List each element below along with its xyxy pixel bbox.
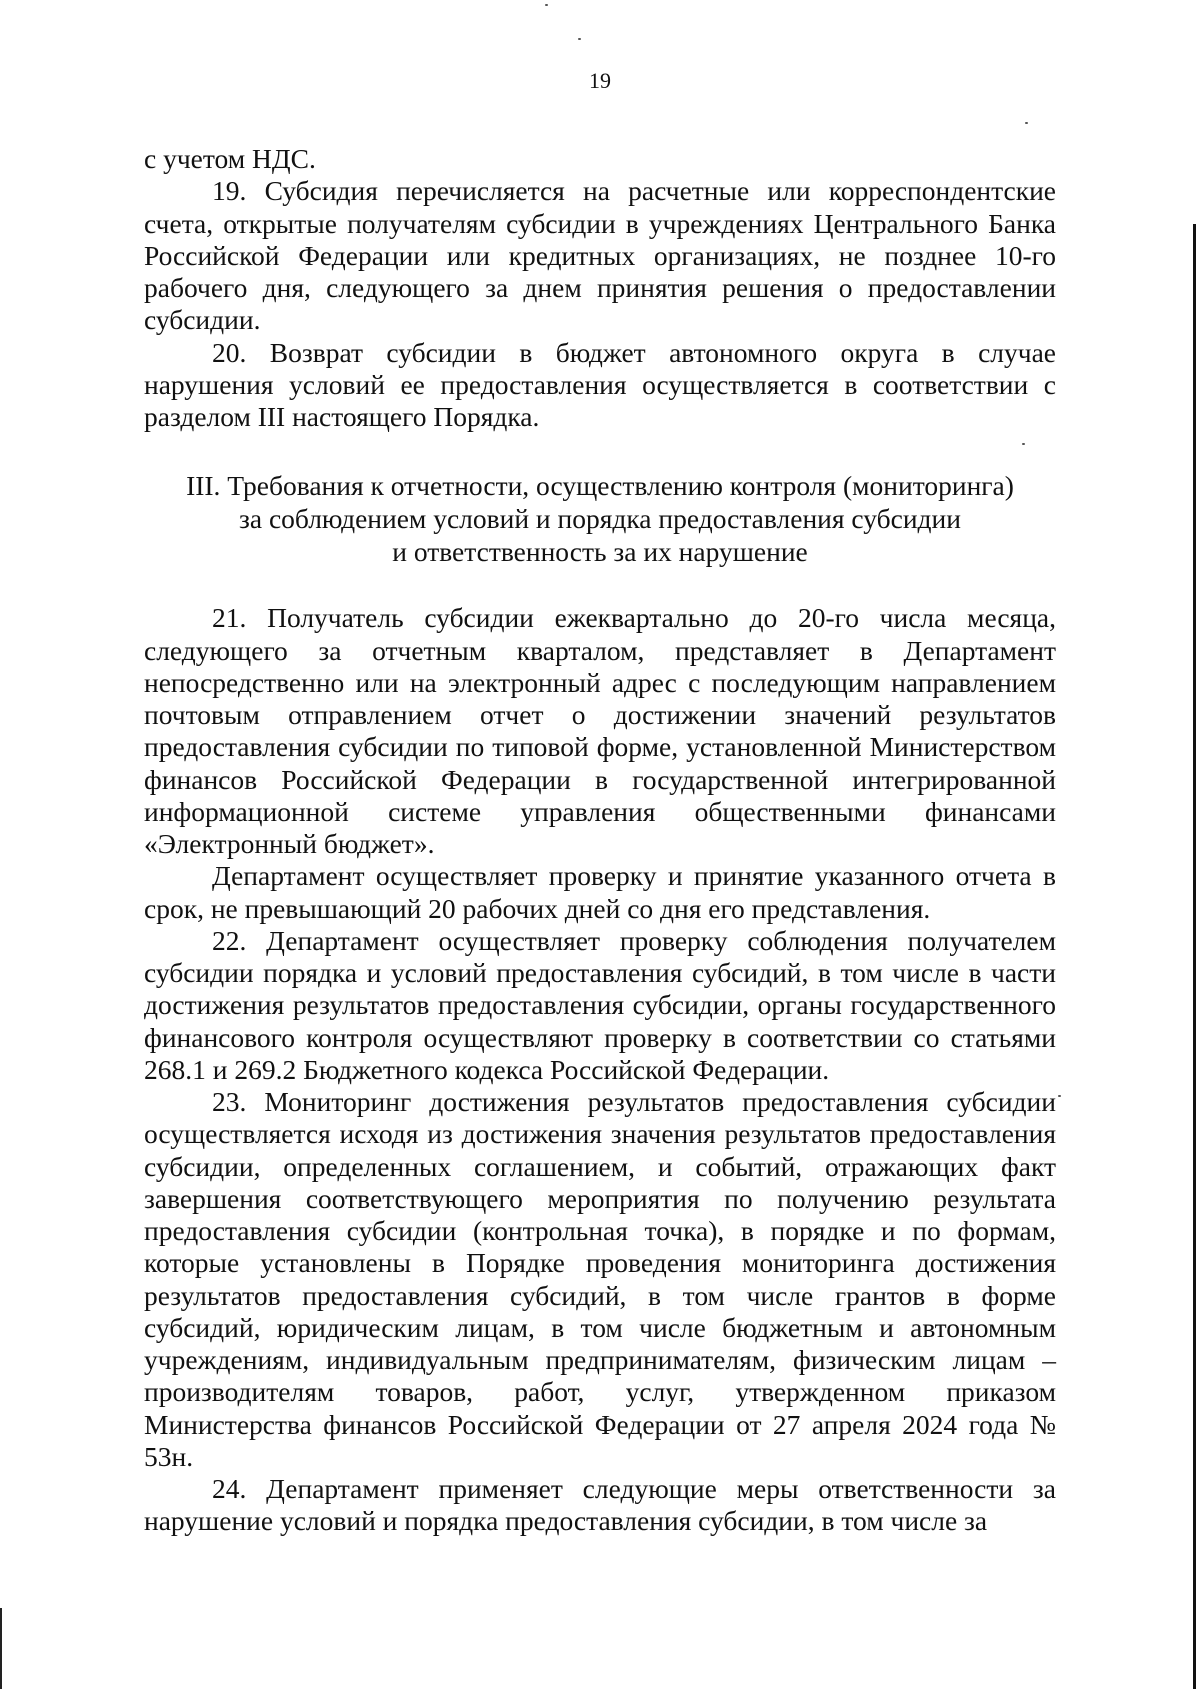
paragraph-20: 20. Возврат субсидии в бюджет автономного округа в случае нарушения условий ее предоставления осуществляется в соответствии с разделом III настоящего Порядка.	[144, 336, 1056, 432]
paragraph-22: 22. Департамент осуществляет проверку соблюдения получателем субсидии порядка и условий предоставления субсидий, в том числе в части достижения результатов предоставления субсидии, органы государственного финансового контроля осуществляют проверку в соответствии со статьями 268.1 и 269.2 Бюджетного кодекса Российской Федерации.	[144, 924, 1056, 1085]
section-heading-line: III. Требования к отчетности, осуществлению контроля (мониторинга)	[186, 470, 1014, 502]
scan-speck	[1022, 443, 1025, 445]
paragraph-21-check: Департамент осуществляет проверку и принятие указанного отчета в срок, не превышающий 20 рабочих дней со дня его представления.	[144, 860, 1056, 924]
scan-speck	[545, 4, 548, 6]
paragraph-24: 24. Департамент применяет следующие меры ответственности за нарушение условий и порядка предоставления субсидии, в том числе за	[144, 1473, 1056, 1537]
scan-edge-line	[0, 1608, 2, 1689]
section-heading-line: за соблюдением условий и порядка предоставления субсидии	[239, 503, 961, 535]
paragraph-21: 21. Получатель субсидии ежеквартально до 20-го числа месяца, следующего за отчетным кварталом, представляет в Департамент непосредственно или на электронный адрес с последующим направлением почтовым отправлением отчет о достижении значений результатов предоставления субсидии по типовой форме, установленной Министерством финансов Российской Федерации в государственной интегрированной информационной системе управления общественными финансами «Электронный бюджет».	[144, 602, 1056, 859]
scan-speck	[578, 38, 581, 40]
paragraph-19: 19. Субсидия перечисляется на расчетные или корреспондентские счета, открытые получателям субсидии в учреждениях Центрального Банка Российской Федерации или кредитных организациях, не позднее 10-го рабочего дня, следующего за днем принятия решения о предоставлении субсидии.	[144, 175, 1056, 336]
section-heading-line: и ответственность за их нарушение	[392, 536, 808, 568]
scan-speck	[1025, 122, 1028, 124]
scan-speck	[1058, 1095, 1061, 1097]
document-body	[144, 143, 1056, 1538]
page-number: 19	[589, 68, 611, 93]
paragraph-vat-note: с учетом НДС.	[144, 143, 316, 174]
scan-edge-line	[1193, 224, 1196, 1689]
paragraph-23: 23. Мониторинг достижения результатов предоставления субсидии осуществляется исходя из достижения значения результатов предоставления субсидии, определенных соглашением, и событий, отражающих факт завершения соответствующего мероприятия по получению результата предоставления субсидии (контрольная точка), в порядке и по формам, которые установлены в Порядке проведения мониторинга достижения результатов предоставления субсидий, в том числе грантов в форме субсидий, юридическим лицам, в том числе бюджетным и автономным учреждениям, индивидуальным предпринимателям, физическим лицам – производителям товаров, работ, услуг, утвержденном приказом Министерства финансов Российской Федерации от 27 апреля 2024 года № 53н.	[144, 1086, 1056, 1472]
section-heading	[144, 469, 1056, 568]
